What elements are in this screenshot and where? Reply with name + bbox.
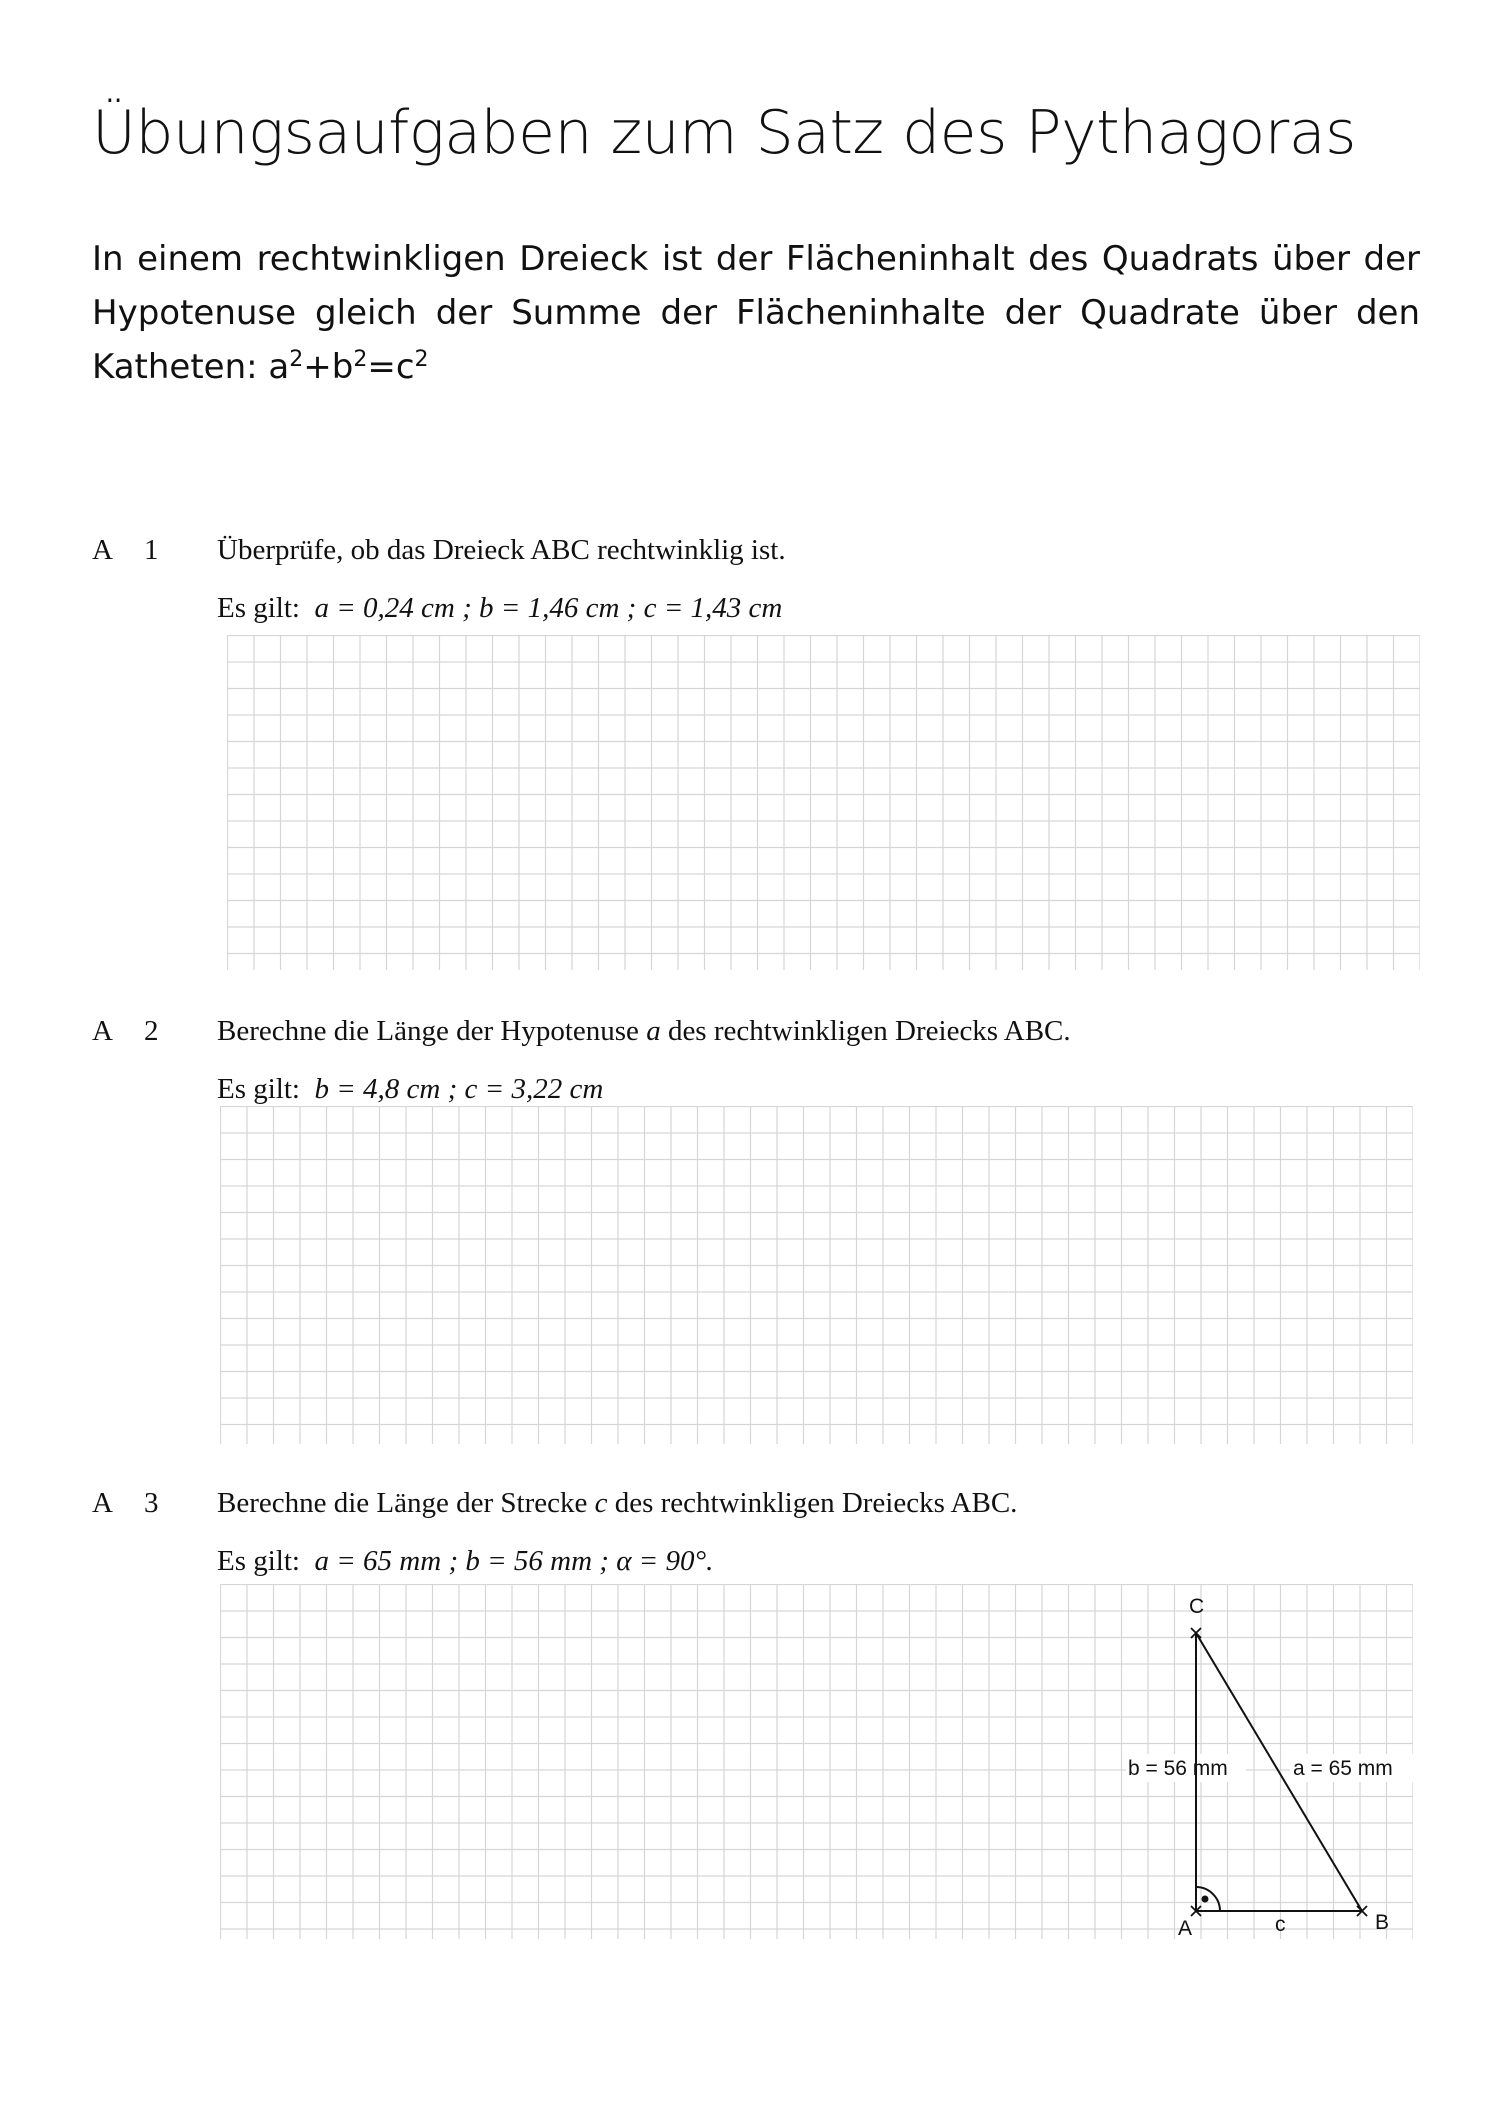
intro-formula: $a^2+b^2=c^2$ bbox=[268, 347, 429, 387]
task-3-given bbox=[217, 1545, 713, 1578]
page-title: Übungsaufgaben zum Satz des Pythagoras bbox=[92, 98, 1356, 168]
task-3-text-var: c bbox=[594, 1487, 608, 1519]
task-1-answer-grid[interactable] bbox=[227, 635, 1420, 970]
right-angle-dot bbox=[1202, 1896, 1209, 1903]
task-1-given-label: Es gilt: bbox=[217, 592, 300, 624]
task-2-given-values: b = 4,8 cm ; c = 3,22 cm bbox=[314, 1073, 604, 1105]
task-2-text-var: a bbox=[646, 1015, 661, 1047]
intro-text: In einem rechtwinkligen Dreieck ist der Flächeninhalt des Quadrats über der Hypotenuse gleich der Summe der Flächeninhalte der Quadrate über den Katheten: bbox=[92, 239, 1420, 387]
task-2-text-before: Berechne die Länge der Hypotenuse bbox=[217, 1015, 647, 1047]
task-3-prefix: A bbox=[92, 1487, 113, 1519]
task-3-instruction bbox=[217, 1487, 1017, 1520]
task-3-given-label: Es gilt: bbox=[217, 1545, 300, 1577]
side-c-label: c bbox=[1275, 1913, 1286, 1936]
task-2-given bbox=[217, 1073, 603, 1106]
vertex-a-label: A bbox=[1178, 1917, 1193, 1940]
task-3-text-after: des rechtwinkligen Dreiecks ABC. bbox=[607, 1487, 1018, 1519]
intro-paragraph bbox=[92, 232, 1420, 394]
task-1-prefix: A bbox=[92, 534, 113, 566]
task-1-given-values: a = 0,24 cm ; b = 1,46 cm ; c = 1,43 cm bbox=[314, 592, 783, 624]
task-2-instruction bbox=[217, 1015, 1071, 1048]
task-1-given bbox=[217, 592, 782, 625]
task-3-text-before: Berechne die Länge der Strecke bbox=[217, 1487, 595, 1519]
task-1-number: 1 bbox=[144, 534, 159, 566]
task-3-number: 3 bbox=[144, 1487, 159, 1519]
task-2-prefix: A bbox=[92, 1015, 113, 1047]
vertex-c-label: C bbox=[1189, 1595, 1205, 1618]
side-b-label: b = 56 mm bbox=[1128, 1757, 1228, 1780]
task-1-instruction: Überprüfe, ob das Dreieck ABC rechtwinklig ist. bbox=[217, 534, 786, 566]
triangle-figure bbox=[1100, 1585, 1420, 1945]
vertex-b-label: B bbox=[1375, 1911, 1390, 1934]
task-2-given-label: Es gilt: bbox=[217, 1073, 300, 1105]
task-2-answer-grid[interactable] bbox=[220, 1106, 1413, 1444]
side-a-label: a = 65 mm bbox=[1293, 1757, 1393, 1780]
task-2-text-after: des rechtwinkligen Dreiecks ABC. bbox=[660, 1015, 1071, 1047]
task-2-number: 2 bbox=[144, 1015, 159, 1047]
task-3-given-values: a = 65 mm ; b = 56 mm ; α = 90°. bbox=[314, 1545, 714, 1577]
